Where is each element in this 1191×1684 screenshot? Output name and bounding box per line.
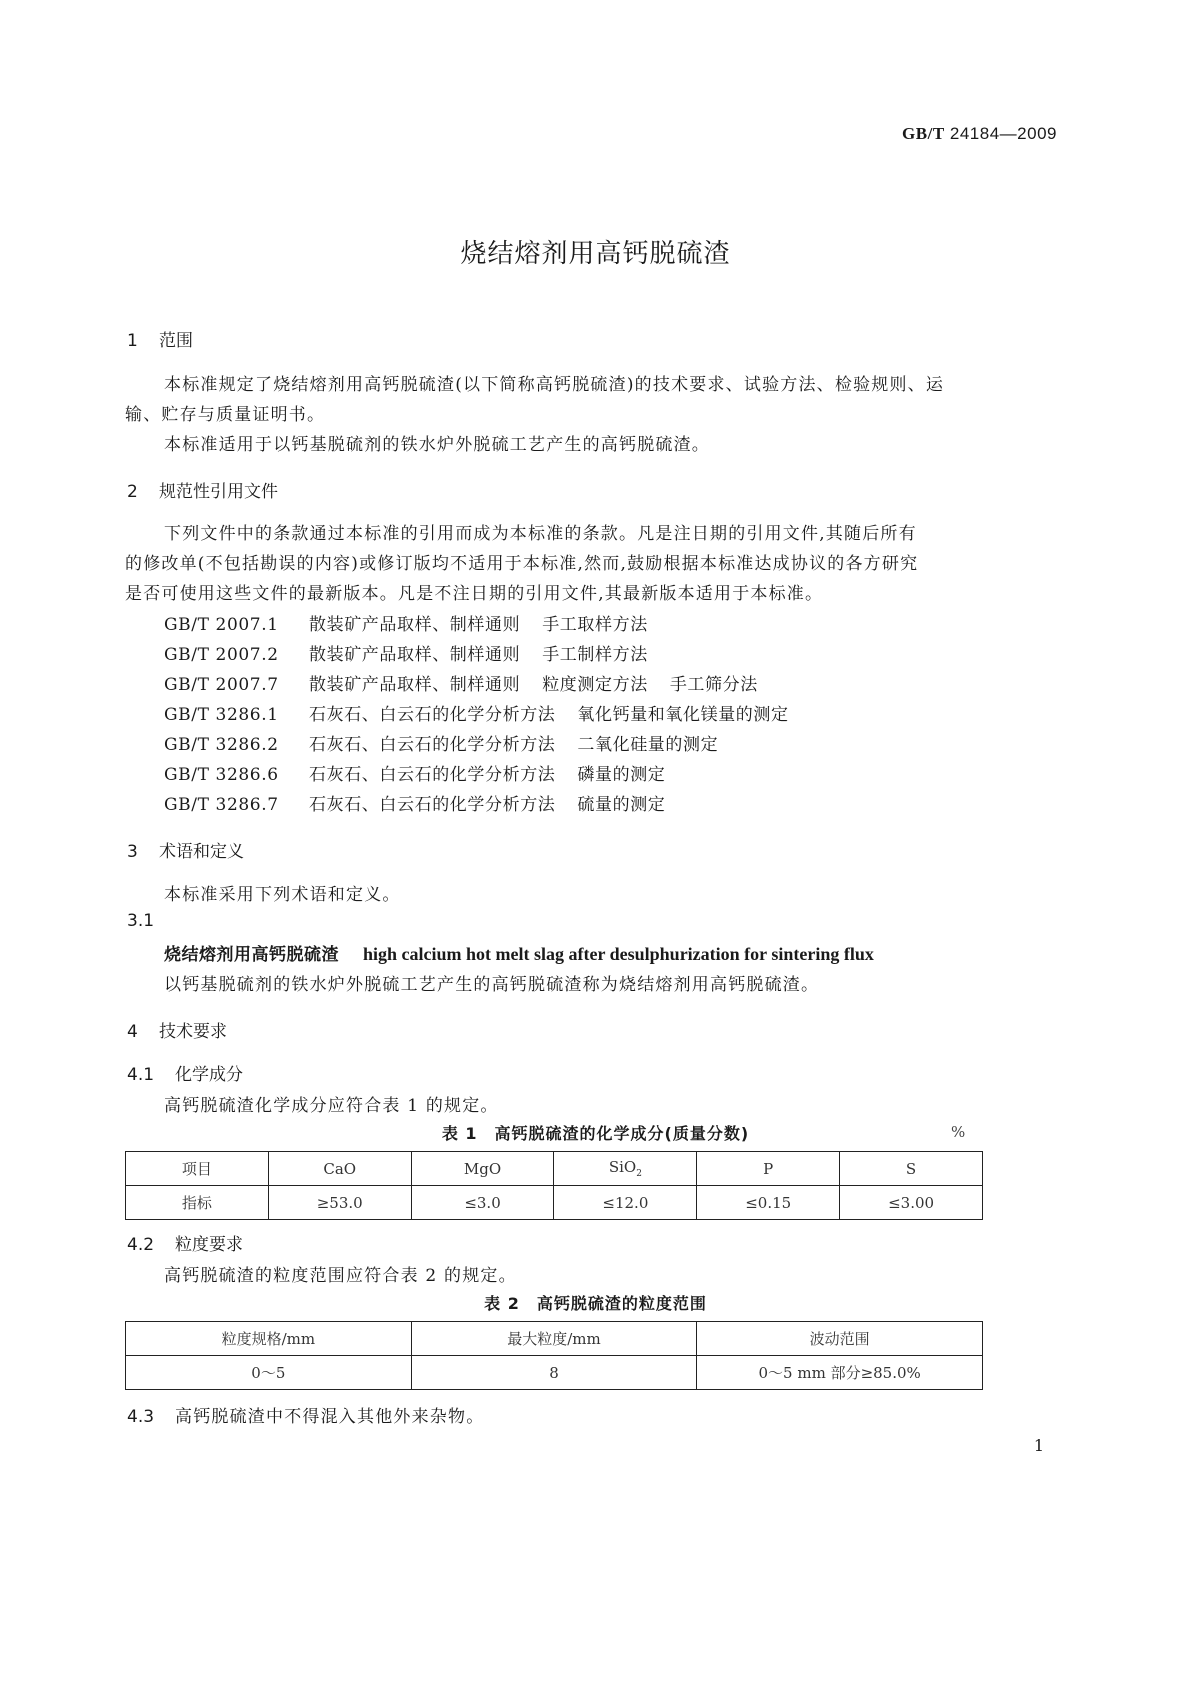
s2-paragraph-1b: 的修改单(不包括勘误的内容)或修订版均不适用于本标准,然而,鼓励根据本标准达成协议的各方研究: [125, 554, 919, 574]
term-definition: 以钙基脱硫剂的铁水炉外脱硫工艺产生的高钙脱硫渣称为烧结熔剂用高钙脱硫渣。: [164, 975, 820, 995]
table-cell: 8: [411, 1356, 697, 1390]
s41-text: 高钙脱硫渣化学成分应符合表 1 的规定。: [164, 1096, 499, 1116]
table-1-unit: %: [951, 1123, 966, 1141]
subsection-3-1-number: 3.1: [127, 911, 155, 931]
s1-paragraph-1b: 输、贮存与质量证明书。: [125, 405, 326, 425]
table-2-caption: 表 2 高钙脱硫渣的粒度范围: [484, 1294, 707, 1313]
reference-item: GB/T 2007.7 散装矿产品取样、制样通则 粒度测定方法 手工筛分法: [164, 675, 758, 695]
table-row: [126, 1152, 983, 1186]
s2-paragraph-1a: 下列文件中的条款通过本标准的引用而成为本标准的条款。凡是注日期的引用文件,其随后所有: [164, 524, 917, 544]
s2-paragraph-1c: 是否可使用这些文件的最新版本。凡是不注日期的引用文件,其最新版本适用于本标准。: [125, 584, 824, 604]
standard-code: GB/T 24184—2009: [902, 124, 1057, 143]
reference-item: GB/T 3286.2 石灰石、白云石的化学分析方法 二氧化硅量的测定: [164, 735, 719, 755]
section-2-heading: 2 规范性引用文件: [127, 482, 278, 502]
s3-paragraph-1: 本标准采用下列术语和定义。: [164, 885, 401, 905]
table-cell: ≤3.00: [840, 1186, 983, 1220]
table-cell: ≥53.0: [268, 1186, 411, 1220]
table-header-cell: 最大粒度/mm: [411, 1322, 697, 1356]
table-cell: ≤3.0: [411, 1186, 554, 1220]
table-row: [126, 1186, 983, 1220]
table-cell: 0～5 mm 部分≥85.0%: [697, 1356, 983, 1390]
s1-paragraph-1a: 本标准规定了烧结熔剂用高钙脱硫渣(以下简称高钙脱硫渣)的技术要求、试验方法、检验规则、运: [164, 375, 945, 395]
table-row: [126, 1356, 983, 1390]
term-entry: 烧结熔剂用高钙脱硫渣 high calcium hot melt slag after desulphurization for sintering flux: [164, 944, 874, 965]
table-1-chemical-composition: [125, 1151, 983, 1220]
subsection-4-3: 4.3 高钙脱硫渣中不得混入其他外来杂物。: [127, 1407, 485, 1427]
table-cell: 0～5: [126, 1356, 412, 1390]
subsection-4-2-heading: 4.2 粒度要求: [127, 1235, 243, 1255]
table-cell: ≤0.15: [697, 1186, 840, 1220]
table-cell: ≤12.0: [554, 1186, 697, 1220]
table-header-cell: 粒度规格/mm: [126, 1322, 412, 1356]
page-number: 1: [1033, 1436, 1044, 1455]
table-header-cell: 项目: [126, 1152, 269, 1186]
table-cell: 指标: [126, 1186, 269, 1220]
table-header-cell: SiO$_2$: [554, 1152, 697, 1186]
table-header-cell: MgO: [411, 1152, 554, 1186]
table-header-cell: P: [697, 1152, 840, 1186]
reference-item: GB/T 3286.1 石灰石、白云石的化学分析方法 氧化钙量和氧化镁量的测定: [164, 705, 789, 725]
table-header-cell: S: [840, 1152, 983, 1186]
reference-item: GB/T 2007.2 散装矿产品取样、制样通则 手工制样方法: [164, 645, 648, 665]
reference-item: GB/T 3286.6 石灰石、白云石的化学分析方法 磷量的测定: [164, 765, 666, 785]
table-header-cell: 波动范围: [697, 1322, 983, 1356]
table-2-particle-size: [125, 1321, 983, 1390]
section-3-heading: 3 术语和定义: [127, 842, 244, 862]
s1-paragraph-2: 本标准适用于以钙基脱硫剂的铁水炉外脱硫工艺产生的高钙脱硫渣。: [164, 435, 710, 455]
reference-item: GB/T 2007.1 散装矿产品取样、制样通则 手工取样方法: [164, 615, 648, 635]
table-header-cell: CaO: [268, 1152, 411, 1186]
reference-item: GB/T 3286.7 石灰石、白云石的化学分析方法 硫量的测定: [164, 795, 666, 815]
section-1-heading: 1 范围: [127, 331, 193, 351]
section-4-heading: 4 技术要求: [127, 1022, 227, 1042]
s42-text: 高钙脱硫渣的粒度范围应符合表 2 的规定。: [164, 1266, 517, 1286]
table-1-caption: 表 1 高钙脱硫渣的化学成分(质量分数): [441, 1124, 750, 1143]
document-title: 烧结熔剂用高钙脱硫渣: [460, 239, 731, 269]
subsection-4-1-heading: 4.1 化学成分: [127, 1065, 243, 1085]
table-row: [126, 1322, 983, 1356]
